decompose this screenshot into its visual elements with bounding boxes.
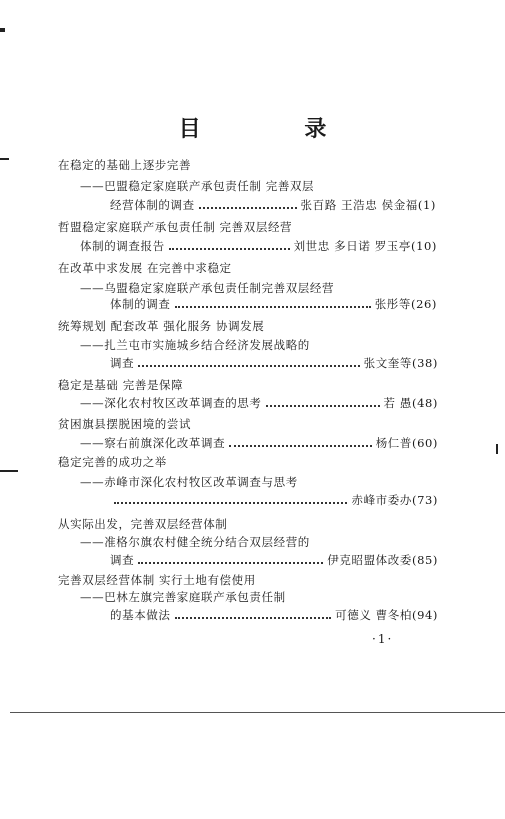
entry-authors: 杨仁普(60) (375, 436, 438, 450)
entry-detail: ——深化农村牧区改革调查的思考 (80, 396, 262, 410)
entry-detail-line (110, 297, 437, 311)
entry-subtitle: ——巴盟稳定家庭联产承包责任制 完善双层 (80, 179, 315, 193)
entry-authors: 张百路 王浩忠 侯金福(1) (300, 198, 436, 212)
entry-heading: 哲盟稳定家庭联产承包责任制 完善双层经营 (58, 220, 293, 234)
entry-detail-line (80, 239, 437, 253)
entry-detail: 体制的调查 (110, 297, 171, 311)
entry-heading: 在稳定的基础上逐步完善 (58, 158, 192, 172)
entry-detail-line (110, 198, 436, 212)
dot-leader (175, 306, 371, 308)
scan-mark (0, 470, 18, 472)
entry-subtitle: ——扎兰屯市实施城乡结合经济发展战略的 (80, 338, 310, 352)
scan-mark (0, 28, 5, 32)
scan-line (10, 712, 505, 713)
entry-subtitle: ——赤峰市深化农村牧区改革调查与思考 (80, 475, 298, 489)
entry-detail: 调查 (110, 356, 135, 370)
entry-detail: 的基本做法 (110, 608, 171, 622)
entry-detail: 经营体制的调查 (110, 198, 195, 212)
entry-heading: 贫困旗县摆脱困境的尝试 (58, 417, 192, 431)
entry-detail: 调查 (110, 553, 135, 567)
entry-heading: 在改革中求发展 在完善中求稳定 (58, 261, 232, 275)
entry-authors: 张彤等(26) (374, 297, 437, 311)
dot-leader (138, 365, 359, 367)
entry-authors: 赤峰市委办(73) (351, 493, 438, 507)
entry-heading: 统筹规划 配套改革 强化服务 协调发展 (58, 319, 265, 333)
dot-leader (138, 562, 323, 564)
entry-detail-line (110, 493, 438, 507)
dot-leader (229, 445, 371, 447)
entry-heading: 从实际出发，完善双层经营体制 (58, 517, 228, 531)
entry-detail-line (110, 608, 438, 622)
scan-mark (0, 158, 9, 160)
entry-detail: ——察右前旗深化改革调查 (80, 436, 226, 450)
entry-detail-line (80, 396, 438, 410)
entry-heading: 稳定完善的成功之举 (58, 455, 167, 469)
entry-authors: 可德义 曹冬柏(94) (335, 608, 438, 622)
dot-leader (199, 207, 297, 209)
entry-detail-line (110, 553, 438, 567)
entry-heading: 完善双层经营体制 实行土地有偿使用 (58, 573, 256, 587)
dot-leader (114, 502, 347, 504)
dot-leader (169, 248, 290, 250)
entry-subtitle: ——准格尔旗农村健全统分结合双层经营的 (80, 535, 310, 549)
scan-mark (496, 444, 498, 454)
entry-detail-line (80, 436, 438, 450)
page-title: 目 录 (178, 116, 375, 142)
entry-authors: 若 愚(48) (383, 396, 438, 410)
entry-subtitle: ——巴林左旗完善家庭联产承包责任制 (80, 590, 286, 604)
entry-detail: 体制的调查报告 (80, 239, 165, 253)
entry-authors: 伊克昭盟体改委(85) (327, 553, 438, 567)
dot-leader (266, 405, 380, 407)
entry-authors: 刘世忠 多日诺 罗玉亭(10) (293, 239, 437, 253)
entry-heading: 稳定是基础 完善是保障 (58, 378, 184, 392)
dot-leader (175, 617, 332, 619)
entry-authors: 张文奎等(38) (363, 356, 438, 370)
entry-detail-line (110, 356, 438, 370)
entry-subtitle: ——乌盟稳定家庭联产承包责任制完善双层经营 (80, 281, 335, 295)
page-number: ·1· (372, 632, 394, 646)
